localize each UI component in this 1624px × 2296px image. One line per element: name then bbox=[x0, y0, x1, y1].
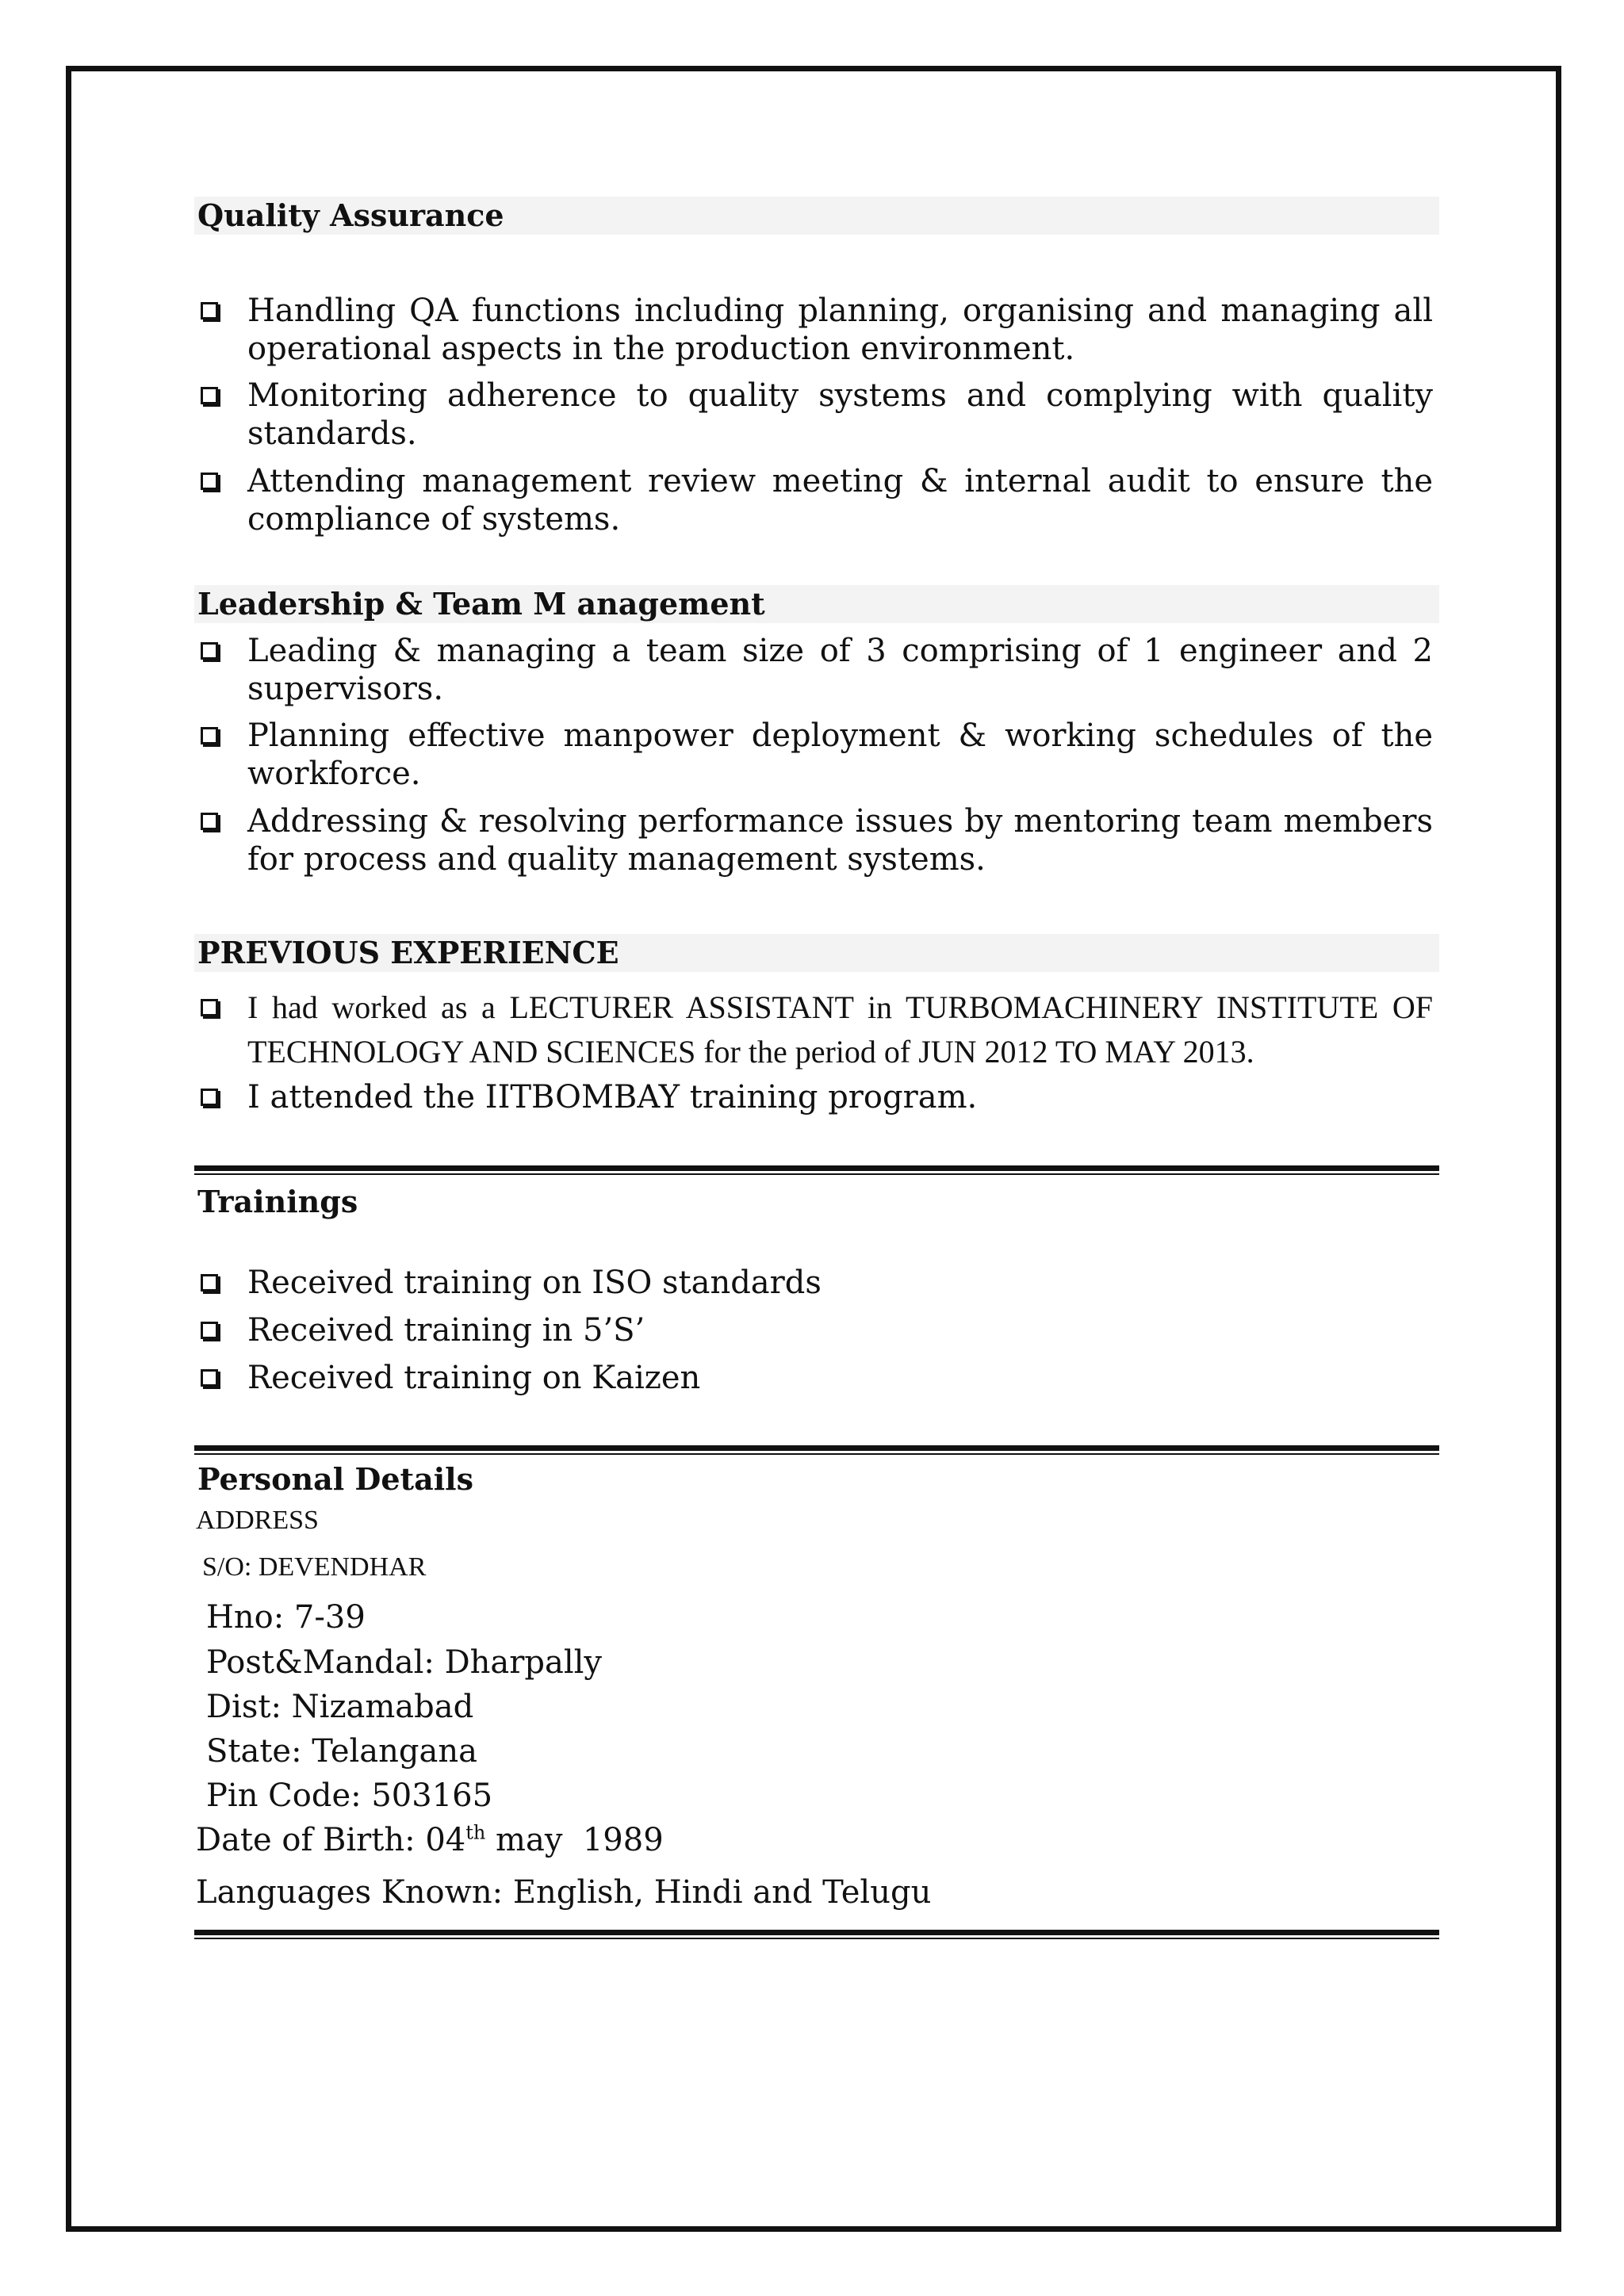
address-so: S/O: DEVENDHAR bbox=[202, 1552, 427, 1582]
address-post-mandal: Post&Mandal: Dharpally bbox=[206, 1644, 603, 1681]
languages-known: Languages Known: English, Hindi and Telugu bbox=[196, 1874, 932, 1911]
list-item bbox=[194, 632, 1433, 708]
checkbox-bullet-icon bbox=[201, 999, 218, 1016]
checkbox-bullet-icon bbox=[201, 1322, 218, 1339]
dob-ordinal: th bbox=[465, 1821, 486, 1844]
divider-thin-line bbox=[194, 1453, 1439, 1455]
list-item bbox=[194, 717, 1433, 793]
bullet-text: Monitoring adherence to quality systems and complying with quality standards. bbox=[247, 377, 1433, 452]
personal-details-heading: Personal Details bbox=[197, 1461, 473, 1497]
checkbox-bullet-icon bbox=[201, 387, 218, 404]
address-label: ADDRESS bbox=[196, 1506, 319, 1535]
section-divider bbox=[194, 1165, 1439, 1175]
list-item bbox=[194, 802, 1433, 878]
address-dist: Dist: Nizamabad bbox=[206, 1689, 474, 1725]
quality-assurance-heading: Quality Assurance bbox=[194, 197, 1439, 235]
list-item bbox=[194, 1359, 1433, 1397]
dob-suffix: may 1989 bbox=[485, 1822, 664, 1858]
list-item bbox=[194, 377, 1433, 453]
bullet-text: Planning effective manpower deployment & working schedules of the workforce. bbox=[247, 718, 1433, 792]
bullet-text: Received training on Kaizen bbox=[247, 1360, 701, 1396]
date-of-birth bbox=[196, 1821, 664, 1859]
list-item bbox=[194, 1078, 1433, 1116]
section-divider bbox=[194, 1930, 1439, 1939]
list-item bbox=[194, 292, 1433, 368]
list-item bbox=[194, 1264, 1433, 1302]
address-state: State: Telangana bbox=[206, 1733, 477, 1770]
address-pin-code: Pin Code: 503165 bbox=[206, 1777, 493, 1814]
bullet-text: Attending management review meeting & internal audit to ensure the compliance of systems. bbox=[247, 463, 1433, 538]
checkbox-bullet-icon bbox=[201, 727, 218, 744]
bullet-text: Received training in 5’S’ bbox=[247, 1312, 645, 1349]
address-hno: Hno: 7-39 bbox=[206, 1599, 366, 1636]
checkbox-bullet-icon bbox=[201, 473, 218, 490]
list-item bbox=[194, 985, 1433, 1074]
divider-thin-line bbox=[194, 1938, 1439, 1939]
checkbox-bullet-icon bbox=[201, 302, 218, 320]
list-item bbox=[194, 462, 1433, 538]
previous-experience-heading: PREVIOUS EXPERIENCE bbox=[194, 934, 1439, 972]
checkbox-bullet-icon bbox=[201, 1369, 218, 1387]
divider-thick-line bbox=[194, 1445, 1439, 1451]
divider-thick-line bbox=[194, 1930, 1439, 1935]
list-item bbox=[194, 1311, 1433, 1349]
bullet-text: Handling QA functions including planning, organising and managing all operational aspects in the production environment. bbox=[247, 293, 1433, 367]
bullet-text: Received training on ISO standards bbox=[247, 1265, 822, 1301]
bullet-text: I had worked as a LECTURER ASSISTANT in TURBOMACHINERY INSTITUTE OF TECHNOLOGY AND SCIENCES for the period of JUN 2012 TO MAY 2013. bbox=[247, 989, 1433, 1070]
section-divider bbox=[194, 1445, 1439, 1455]
checkbox-bullet-icon bbox=[201, 813, 218, 830]
dob-prefix: Date of Birth: 04 bbox=[196, 1822, 466, 1858]
checkbox-bullet-icon bbox=[201, 1274, 218, 1292]
checkbox-bullet-icon bbox=[201, 1089, 218, 1106]
leadership-heading: Leadership & Team M anagement bbox=[194, 585, 1439, 623]
bullet-text: Addressing & resolving performance issues by mentoring team members for process and quality management systems. bbox=[247, 803, 1433, 878]
divider-thick-line bbox=[194, 1165, 1439, 1171]
trainings-heading: Trainings bbox=[197, 1184, 358, 1219]
bullet-text: Leading & managing a team size of 3 comprising of 1 engineer and 2 supervisors. bbox=[247, 633, 1433, 707]
bullet-text: I attended the IITBOMBAY training program. bbox=[247, 1079, 978, 1115]
checkbox-bullet-icon bbox=[201, 642, 218, 660]
divider-thin-line bbox=[194, 1173, 1439, 1175]
